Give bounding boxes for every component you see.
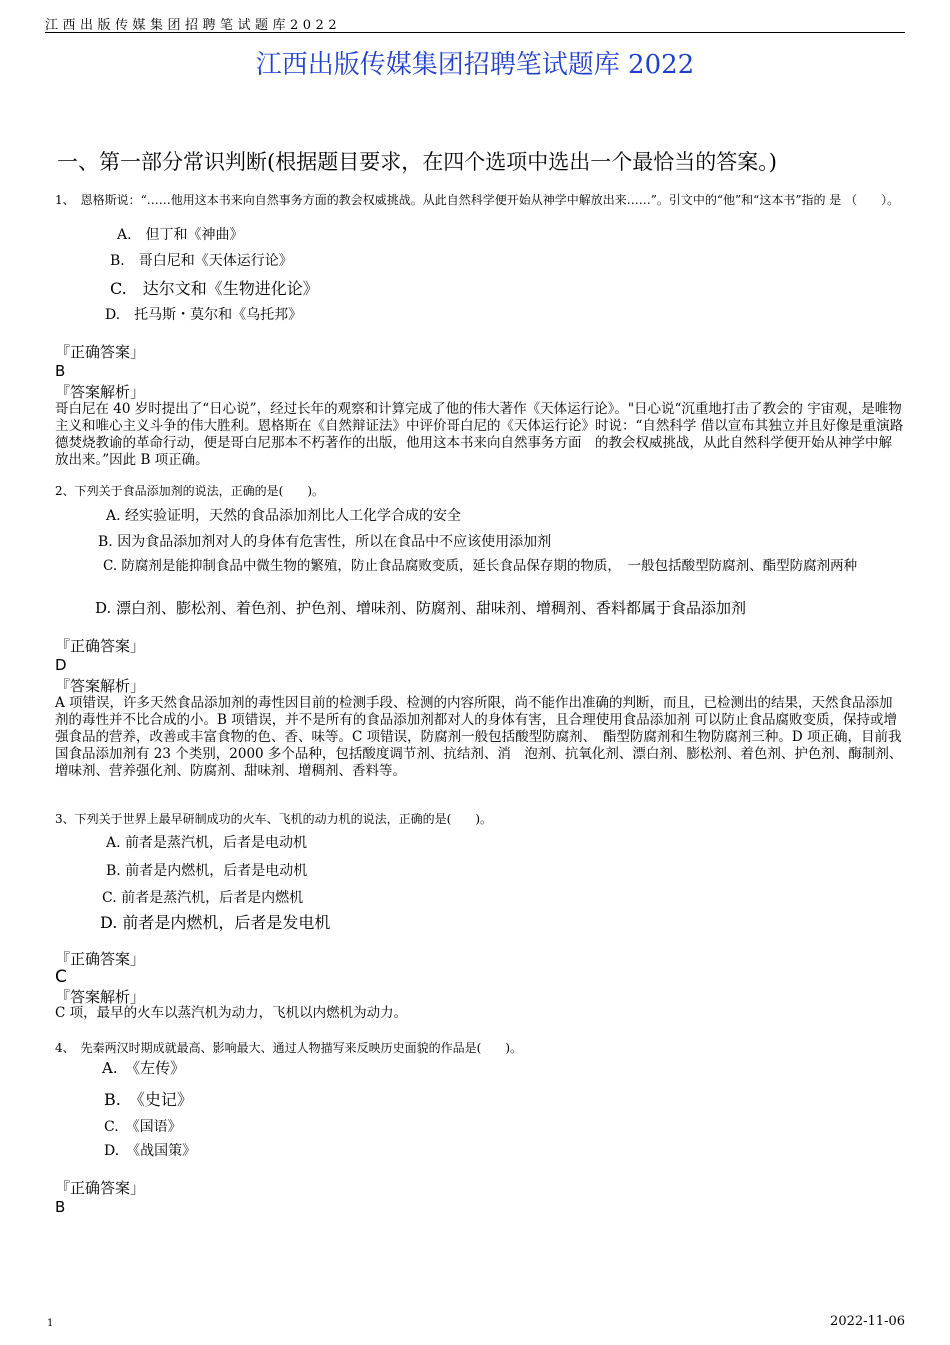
q4-option-a: A. 《左传》: [102, 1059, 186, 1077]
q2-option-d: D. 漂白剂、膨松剂、着色剂、护色剂、增味剂、防腐剂、甜味剂、增稠剂、香料都属于食品添加剂: [95, 599, 747, 617]
q1-answer-label: 『正确答案」: [55, 343, 146, 361]
q4-option-d: D. 《战国策》: [104, 1143, 197, 1159]
q3-option-d: D. 前者是内燃机，后者是发电机: [100, 913, 331, 932]
question-3-stem: 3、下列关于世界上最早研制成功的火车、飞机的动力机的说法，正确的是( )。: [55, 812, 493, 826]
q1-analysis-label: 『答案解析」: [55, 383, 146, 401]
q2-option-c: C. 防腐剂是能抑制食品中微生物的繁殖，防止食品腐败变质，延长食品保存期的物质， 一般包括酸型防腐剂、酯型防腐剂两种: [103, 558, 858, 574]
q4-answer: B: [55, 1198, 66, 1216]
q2-answer-label: 『正确答案」: [55, 637, 146, 655]
q3-answer: C: [55, 967, 67, 987]
q1-option-b: B. 哥白尼和《天体运行论》: [110, 253, 293, 269]
question-2-stem: 2、下列关于食品添加剂的说法，正确的是( )。: [55, 484, 324, 498]
q1-analysis: 哥白尼在 40 岁时提出了“日心说”，经过长年的观察和计算完成了他的伟大著作《天体运行论》。"日心说“沉重地打击了教会的 宇宙观，是唯物主义和唯心主义斗争的伟大胜利。恩格斯在《自然辩证法》中评价哥白尼的《天体运行论》时说：“自然科学 借以宣布其独立并且好像是重演路德焚烧教谕的革命行动，便是哥白尼那本不朽著作的出版，他用这本书来向自然事务方面 的教会权威挑战，从此自然科学便开始从神学中解放出来。”因此 B 项正确。: [55, 401, 904, 468]
q2-option-b: B. 因为食品添加剂对人的身体有危害性，所以在食品中不应该使用添加剂: [98, 534, 552, 550]
q2-analysis-label: 『答案解析」: [55, 677, 146, 695]
q3-option-a: A. 前者是蒸汽机，后者是电动机: [106, 835, 308, 851]
header-rule: [45, 32, 905, 33]
q2-answer: D: [55, 656, 67, 674]
q4-option-c: C. 《国语》: [104, 1119, 182, 1135]
question-1-stem: 1、 恩格斯说：“……他用这本书来向自然事务方面的教会权威挑战。从此自然科学便开始从神学中解放出来……”。引文中的“他”和“这本书”指的 是 （ ）。: [55, 193, 900, 207]
q1-option-a: A. 但丁和《神曲》: [117, 227, 244, 243]
q3-option-b: B. 前者是内燃机，后者是电动机: [106, 863, 308, 879]
section-heading: 一、第一部分常识判断(根据题目要求，在四个选项中选出一个最恰当的答案。): [57, 150, 777, 174]
footer-date: 2022-11-06: [830, 1314, 905, 1329]
question-4-stem: 4、 先秦两汉时期成就最高、影响最大、通过人物描写来反映历史面貌的作品是( )。: [55, 1041, 523, 1055]
q2-option-a: A. 经实验证明，天然的食品添加剂比人工化学合成的安全: [106, 508, 462, 524]
q1-answer: B: [55, 362, 66, 380]
document-title: 江西出版传媒集团招聘笔试题库 2022: [255, 50, 695, 80]
q1-option-c: C. 达尔文和《生物进化论》: [110, 279, 319, 298]
q4-option-b: B. 《史记》: [104, 1090, 193, 1109]
q2-analysis: A 项错误，许多天然食品添加剂的毒性因目前的检测手段、检测的内容所限，尚不能作出准确的判断，而且，已检测出的结果，天然食品添加剂的毒性并不比合成的小。B 项错误，并不是所有的食品添加剂都对人的身体有害，且合理使用食品添加剂 可以防止食品腐败变质，保持或增强食品的营养，改善或丰富食物的色、香、味等。C 项错误，防腐剂一般包括酸型防腐剂、 酯型防腐剂和生物防腐剂三种。D 项正确，目前我国食品添加剂有 23 个类别，2000 多个品种，包括酸度调节剂、抗结剂、消 泡剂、抗氧化剂、漂白剂、膨松剂、着色剂、护色剂、酶制剂、增味剂、营养强化剂、防腐剂、甜味剂、增稠剂、香料等。: [55, 695, 903, 779]
q4-answer-label: 『正确答案」: [55, 1179, 146, 1197]
q3-answer-label: 『正确答案」: [55, 950, 146, 968]
q3-analysis: C 项，最早的火车以蒸汽机为动力，飞机以内燃机为动力。: [55, 1005, 408, 1021]
page-number: 1: [47, 1318, 54, 1329]
q3-analysis-label: 『答案解析」: [55, 988, 146, 1006]
q3-option-c: C. 前者是蒸汽机，后者是内燃机: [102, 890, 304, 906]
running-header: 江西出版传媒集团招聘笔试题库2022: [45, 18, 342, 33]
q1-option-d: D. 托马斯・莫尔和《乌托邦》: [105, 307, 303, 323]
